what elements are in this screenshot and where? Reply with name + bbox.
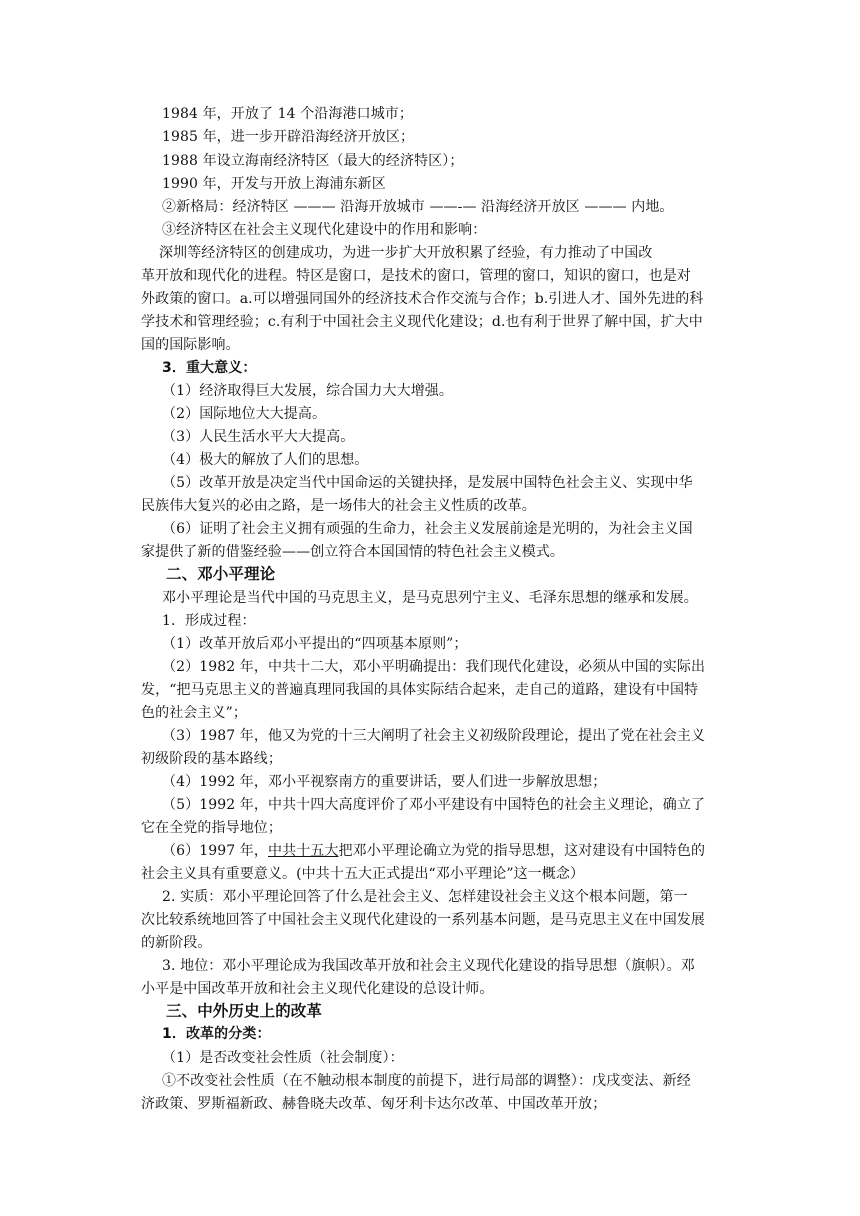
text-line: 发，“把马克思主义的普遍真理同我国的具体实际结合起来，走自己的道路，建设有中国特 [141,682,699,698]
text-line: 1984 年，开放了 14 个沿海港口城市； [162,106,413,122]
text-line: 国的国际影响。 [141,337,240,353]
text-line: ①不改变社会性质（在不触动根本制度的前提下，进行局部的调整）：戊戌变法、新经 [162,1073,691,1089]
text-line: 次比较系统地回答了中国社会主义现代化建设的一系列基本问题，是马克思主义在中国发展 [141,912,705,928]
text-line: （5）改革开放是决定当代中国命运的关键抉择，是发展中国特色社会主义、实现中华 [162,475,693,491]
text-line: 1．形成过程： [162,613,256,629]
text-line: （1）经济取得巨大发展，综合国力大大增强。 [162,383,454,399]
text-line: ③经济特区在社会主义现代化建设中的作用和影响： [162,222,487,238]
text-line: 的新阶段。 [141,935,212,951]
text-line: ②新格局：经济特区 ——— 沿海开放城市 ——-— 沿海经济开放区 ——— 内地。 [162,199,674,215]
text-line: （3）人民生活水平大大提高。 [162,429,355,445]
text-line: 邓小平理论是当代中国的马克思主义，是马克思列宁主义、毛泽东思想的继承和发展。 [162,590,698,606]
text-line: （4）极大的解放了人们的思想。 [162,452,369,468]
underlined-text: 中共十五大 [268,843,339,859]
text-line: （3）1987 年，他又为党的十三大阐明了社会主义初级阶段理论，提出了党在社会主义 [162,728,706,744]
text-line: 外政策的窗口。a.可以增强同国外的经济技术合作交流与合作；b.引进人才、国外先进的科 [141,291,704,307]
text-line: （1）是否改变社会性质（社会制度）： [162,1050,404,1066]
text-line: 济政策、罗斯福新政、赫鲁晓夫改革、匈牙利卡达尔改革、中国改革开放； [141,1096,607,1112]
section-heading: 三、中外历史上的改革 [166,1002,323,1020]
text-line: 2. 实质：邓小平理论回答了什么是社会主义、怎样建设社会主义这个根本问题，第一 [162,889,688,905]
section-subheading: 1．改革的分类： [162,1026,271,1042]
text-line: 初级阶段的基本路线； [141,751,282,767]
text-line: 民族伟大复兴的必由之路，是一场伟大的社会主义性质的改革。 [141,498,536,514]
text-line: 家提供了新的借鉴经验——创立符合本国国情的特色社会主义模式。 [141,544,564,560]
text-line: 深圳等经济特区的创建成功，为进一步扩大开放积累了经验，有力推动了中国改 [159,245,653,261]
section-subheading: 3．重大意义： [162,360,257,376]
text-segment: 把邓小平理论确立为党的指导思想，这对建设有中国特色的 [338,843,706,859]
text-line: （4）1992 年，邓小平视察南方的重要讲话，要人们进一步解放思想； [162,774,607,790]
text-line: 革开放和现代化的进程。特区是窗口，是技术的窗口，管理的窗口，知识的窗口，也是对 [141,268,691,284]
text-line: 色的社会主义”； [141,705,247,721]
text-line: 它在全党的指导地位； [141,820,282,836]
text-line: （6）证明了社会主义拥有顽强的生命力，社会主义发展前途是光明的，为社会主义国 [162,521,693,537]
text-line: （1）改革开放后邓小平提出的“四项基本原则”； [162,636,468,652]
section-heading: 二、邓小平理论 [166,565,276,583]
text-line [162,841,752,862]
text-line: 1988 年设立海南经济特区（最大的经济特区）； [162,153,464,169]
text-line: （2）1982 年，中共十二大，邓小平明确提出：我们现代化建设，必须从中国的实际出 [162,659,706,675]
text-line: 3. 地位：邓小平理论成为我国改革开放和社会主义现代化建设的指导思想（旗帜）。邓 [162,958,695,974]
text-line: 1985 年，进一步开辟沿海经济开放区； [162,129,415,145]
text-line: 社会主义具有重要意义。(中共十五大正式提出“邓小平理论”这一概念） [141,866,585,882]
text-segment: （6）1997 年， [162,843,268,859]
text-line: 1990 年，开发与开放上海浦东新区 [162,176,386,192]
text-line: （2）国际地位大大提高。 [162,406,327,422]
text-line: 小平是中国改革开放和社会主义现代化建设的总设计师。 [141,981,494,997]
text-line: 学技术和管理经验；c.有利于中国社会主义现代化建设；d.也有利于世界了解中国，扩大中 [141,314,703,330]
text-line: （5）1992 年，中共十四大高度评价了邓小平建设有中国特色的社会主义理论，确立了 [162,797,706,813]
